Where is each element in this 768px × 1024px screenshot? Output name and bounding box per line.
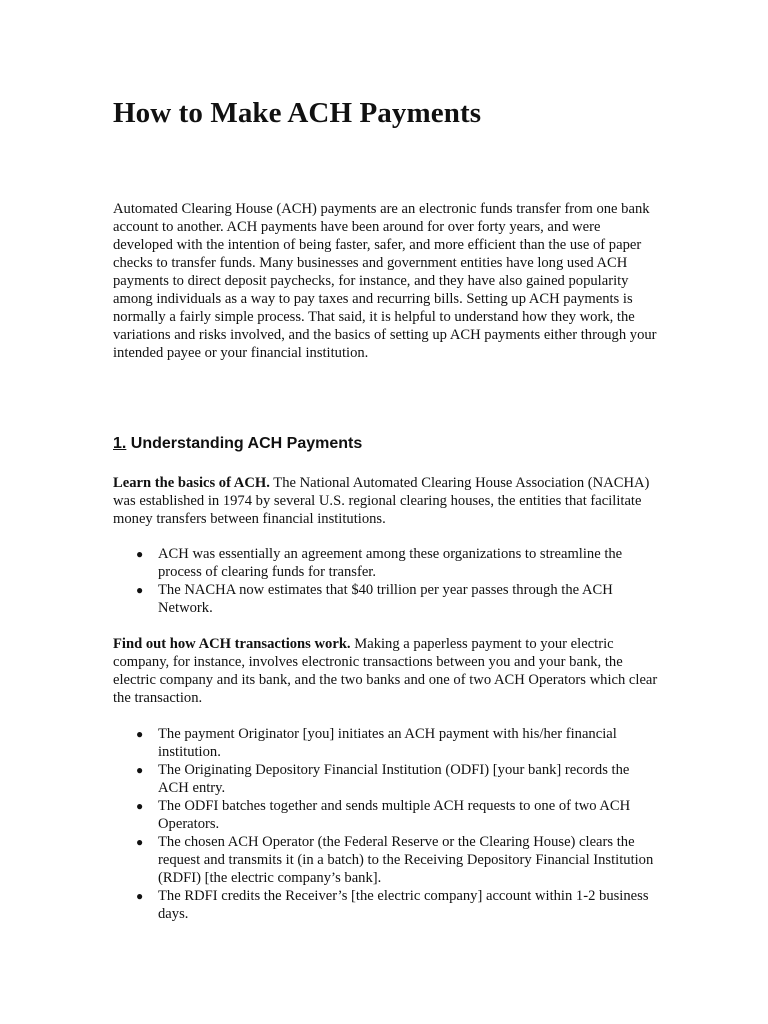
list-item: ● The RDFI credits the Receiver’s [the electric company] account within 1-2 business days. (136, 888, 649, 922)
transactions-paragraph (113, 635, 658, 707)
section-heading-text: Understanding ACH Payments (130, 435, 363, 452)
bullet-icon: ● (136, 547, 144, 561)
list-item: ● The Originating Depository Financial Institution (ODFI) [your bank] records the ACH entry. (136, 762, 630, 796)
basics-lead: Learn the basics of ACH. (113, 475, 270, 491)
list-item: ● The payment Originator [you] initiates an ACH payment with his/her financial institution. (136, 726, 617, 760)
bullet-icon: ● (136, 727, 144, 741)
list-item: ● The chosen ACH Operator (the Federal Reserve or the Clearing House) clears the request and transmits it (in a batch) to the Receiving Depository Financial Institution (RDFI) [the electric company’s bank]. (136, 834, 654, 886)
list-item: ● The ODFI batches together and sends multiple ACH requests to one of two ACH Operators. (136, 798, 631, 832)
basics-list (113, 545, 658, 617)
basics-body: The National Automated Clearing House Association (NACHA) was established in 1974 by several U.S. regional clearing houses, the entities that facilitate money transfers between financial institutions. (113, 475, 650, 527)
list-item: ● The NACHA now estimates that $40 trillion per year passes through the ACH Network. (136, 582, 613, 616)
page-title: How to Make ACH Payments (113, 97, 482, 129)
intro-paragraph: Automated Clearing House (ACH) payments are an electronic funds transfer from one bank account to another. ACH payments have been around for over forty years, and were developed with the intention of being faster, safer, and more efficient than the use of paper checks to transfer funds. Many businesses and government entities have long used ACH payments to direct deposit paychecks, for instance, and they have also gained popularity among individuals as a way to pay taxes and recurring bills. Setting up ACH payments is normally a fairly simple process. That said, it is helpful to understand how they work, the variations and risks involved, and the basics of setting up ACH payments either through your intended payee or your financial institution. (113, 201, 657, 361)
bullet-icon: ● (136, 799, 144, 813)
section-heading (113, 434, 658, 454)
transactions-lead: Find out how ACH transactions work. (113, 636, 351, 652)
bullet-icon: ● (136, 835, 144, 849)
bullet-icon: ● (136, 583, 144, 597)
bullet-icon: ● (136, 763, 144, 777)
document-page (113, 96, 658, 923)
transactions-list (113, 725, 658, 923)
section-number-link[interactable]: 1. (113, 435, 127, 452)
basics-paragraph (113, 474, 658, 528)
transactions-body: Making a paperless payment to your electric company, for instance, involves electronic transactions between you and your bank, the electric company and its bank, and the two banks and one of two ACH Operators which clear the transaction. (113, 636, 658, 706)
bullet-icon: ● (136, 889, 144, 903)
list-item: ● ACH was essentially an agreement among these organizations to streamline the process of clearing funds for transfer. (136, 546, 623, 580)
